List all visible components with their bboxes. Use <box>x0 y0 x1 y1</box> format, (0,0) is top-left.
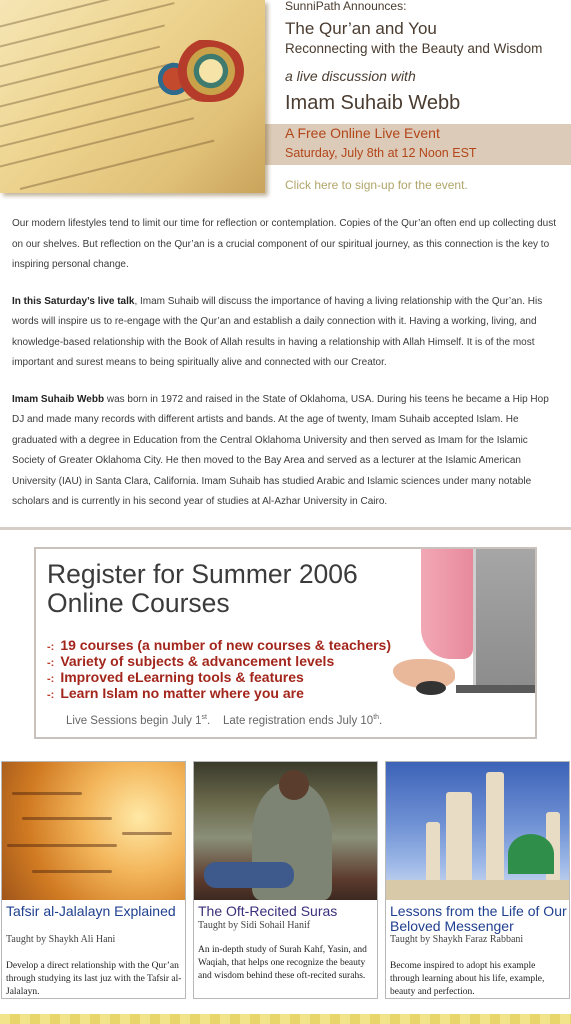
event-header <box>0 0 571 200</box>
event-subtitle: Reconnecting with the Beauty and Wisdom <box>285 41 543 56</box>
course-description: Develop a direct relationship with the Qur’an through studying its last juz with the Tafsir al-Jalalayn. <box>6 961 182 997</box>
list-item-text: Learn Islam no matter where you are <box>60 685 304 701</box>
minaret-shape <box>446 792 472 882</box>
paragraph-lead: In this Saturday’s live talk <box>12 295 135 307</box>
list-item <box>47 669 391 685</box>
paragraph-text: was born in 1972 and raised in the State of Oklahoma, USA. During his teens he became a Hip Hop DJ and made many records with different artists and bands. At the age of twenty, Imam Suhaib accepted Islam. He graduated with a degree in Education from the Central Oklahoma University and then served as Imam for the Islamic Society of Greater Oklahoma City. He then moved to the Bay Area and served as a lecturer at the Islamic American University (IAU) in Santa Clara, California. Imam Suhaib has studied Arabic and Islamic sciences under many notable scholars and is currently in his second year of studies at Al-Azhar University in Cairo. <box>12 393 549 507</box>
footer-gold-bar <box>0 1014 571 1024</box>
quran-calligraphy-image <box>2 762 185 900</box>
list-item <box>47 653 391 669</box>
course-description: An in-depth study of Surah Kahf, Yasin, and Waqiah, that helps one recognize the beauty and wisdom behind these oft-recited surahs. <box>198 945 367 981</box>
section-divider <box>0 527 571 530</box>
minaret-shape <box>426 822 440 882</box>
list-item-text: 19 courses (a number of new courses & teachers) <box>60 637 392 653</box>
mosque-minarets-image <box>386 762 569 900</box>
paragraph-text: , Imam Suhaib will discuss the importance of having a living relationship with the Qur’an. His words will inspire us to re-engage with the Qur’an and establish a daily connection with it. Having a working, living, and knowledge-based relationship with the Book of Allah results in having a relationship with Allah Himself. It is of the most important and surest means to being spiritually alive and connected with our Creator. <box>12 295 543 368</box>
laptop-icon <box>473 549 537 689</box>
punctuation: . <box>206 714 211 727</box>
course-title[interactable]: Tafsir al-Jalalayn Explained <box>6 903 176 919</box>
description-paragraph: Our modern lifestyles tend to limit our time for reflection or contemplation. Copies of the Qur’an often end up collecting dust on our shelves. But reflection on the Qur’an is a crucial component of our spiritual journey, as this connection is the key to inspiring personal change. <box>12 218 556 270</box>
bullet-icon: -: <box>47 657 55 669</box>
register-dates <box>66 714 382 727</box>
list-item-text: Variety of subjects & advancement levels <box>60 653 335 669</box>
ordinal-suffix: st <box>201 714 207 721</box>
minaret-shape <box>486 772 504 882</box>
list-item <box>47 685 391 701</box>
man-legs <box>204 862 294 888</box>
speaker-name: Imam Suhaib Webb <box>285 92 461 114</box>
man-reading-image <box>194 762 377 900</box>
mosque-building-shape <box>386 880 569 900</box>
man-head <box>279 770 309 800</box>
register-benefits-list <box>47 637 391 701</box>
punctuation: . <box>379 714 383 727</box>
course-title[interactable]: The Oft-Recited Suras <box>198 903 338 919</box>
bullet-icon: -: <box>47 641 55 653</box>
bullet-icon: -: <box>47 673 55 685</box>
register-title <box>47 560 427 618</box>
course-teacher: Taught by Shaykh Faraz Rabbani <box>390 934 524 945</box>
bullet-icon: -: <box>47 689 55 701</box>
manuscript-medallion-icon <box>168 40 246 102</box>
sessions-start-text: Live Sessions begin July 1 <box>66 714 202 727</box>
signup-link[interactable]: Click here to sign-up for the event. <box>285 178 468 192</box>
course-description: Become inspired to adopt his example through learning about his life, example, beauty and perfection. <box>390 961 545 997</box>
register-title-line: Register for Summer 2006 <box>47 559 358 589</box>
event-date: Saturday, July 8th at 12 Noon EST <box>285 146 477 160</box>
mouse-icon <box>416 681 446 695</box>
speaker-bio-paragraph <box>12 390 562 513</box>
register-title-line: Online Courses <box>47 588 230 618</box>
course-card-tafsir[interactable] <box>1 761 186 999</box>
register-banner[interactable] <box>34 547 537 739</box>
list-item-text: Improved eLearning tools & features <box>60 669 304 685</box>
course-title[interactable]: Lessons from the Life of Our Beloved Messenger <box>390 903 567 934</box>
arm-illustration <box>421 549 473 659</box>
event-description <box>12 214 562 529</box>
event-title: The Qur’an and You <box>285 19 437 38</box>
course-teacher: Taught by Sidi Sohail Hanif <box>198 920 311 931</box>
description-paragraph <box>12 292 562 374</box>
ordinal-suffix: th <box>373 714 380 721</box>
course-card-messenger[interactable] <box>385 761 570 999</box>
late-registration-text: Late registration ends July 10 <box>222 714 374 727</box>
paragraph-lead: Imam Suhaib Webb <box>12 393 105 405</box>
free-event-label: A Free Online Live Event <box>285 125 440 141</box>
list-item <box>47 637 391 653</box>
quran-manuscript-image <box>0 0 265 193</box>
green-dome-shape <box>508 834 554 874</box>
course-card-suras[interactable] <box>193 761 378 999</box>
live-discussion-label: a live discussion with <box>285 68 416 84</box>
course-teacher: Taught by Shaykh Ali Hani <box>6 934 116 945</box>
laptop-base <box>456 685 537 693</box>
announcement-label: SunniPath Announces: <box>285 0 407 13</box>
